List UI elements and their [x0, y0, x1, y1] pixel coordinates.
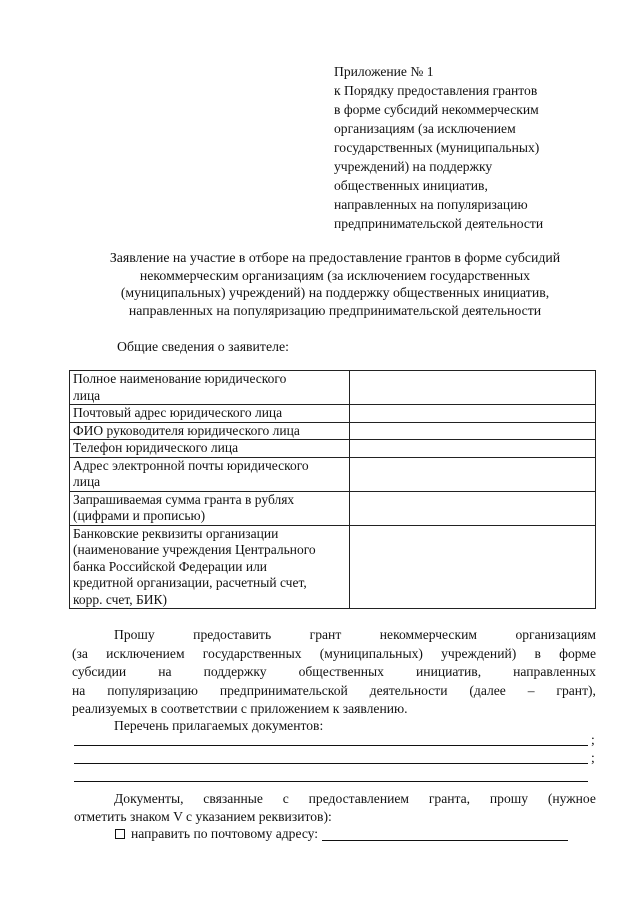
annex-line: учреждений) на поддержку	[334, 159, 493, 174]
input-cell-director-name[interactable]	[349, 422, 595, 440]
paragraph-line: Документы, связанные с предоставлением гранта, прошу (нужное	[114, 791, 596, 806]
annex-line: общественных инициатив,	[334, 178, 488, 193]
paragraph-line: субсидии на поддержку общественных инициатив, направленных	[72, 664, 596, 679]
document-entry-line[interactable]	[74, 745, 588, 746]
paragraph-line: Прошу предоставить грант некоммерческим организациям	[114, 627, 596, 642]
annex-line: Приложение № 1	[334, 64, 434, 79]
list-separator: ;	[591, 750, 595, 765]
table-row	[70, 525, 596, 609]
row-label-full-name: Полное наименование юридического лица	[70, 371, 350, 405]
table-row	[70, 405, 596, 423]
input-cell-email[interactable]	[349, 457, 595, 491]
paragraph-line: (за исключением государственных (муниципальных) учреждений) в форме	[72, 645, 596, 661]
row-label-phone: Телефон юридического лица	[70, 440, 350, 458]
table-row	[70, 457, 596, 491]
table-row	[70, 371, 596, 405]
table-row	[70, 491, 596, 525]
annex-line: организациям (за исключением	[334, 121, 516, 136]
request-paragraph	[72, 626, 596, 719]
postal-address-line[interactable]	[322, 828, 568, 841]
annex-line: направленных на популяризацию	[334, 197, 528, 212]
paragraph-line: отметить знаком V с указанием реквизитов):	[74, 809, 332, 824]
annex-line: предпринимательской деятельности	[334, 216, 544, 231]
send-option	[115, 826, 568, 842]
document-entry-line[interactable]	[74, 781, 588, 782]
document-entry-line[interactable]	[74, 763, 588, 764]
annex-line: к Порядку предоставления грантов	[334, 83, 538, 98]
row-label-email: Адрес электронной почты юридического лица	[70, 457, 350, 491]
row-label-postal-address: Почтовый адрес юридического лица	[70, 405, 350, 423]
documents-paragraph	[74, 790, 596, 826]
application-title	[60, 249, 610, 319]
input-cell-phone[interactable]	[349, 440, 595, 458]
row-label-director-name: ФИО руководителя юридического лица	[70, 422, 350, 440]
general-info-heading: Общие сведения о заявителе:	[117, 339, 289, 354]
send-option-label: направить по почтовому адресу:	[131, 826, 319, 841]
input-cell-postal-address[interactable]	[349, 405, 595, 423]
title-line: (муниципальных) учреждений) на поддержку общественных инициатив,	[120, 285, 550, 300]
table-row	[70, 422, 596, 440]
table-row	[70, 440, 596, 458]
annex-header	[334, 62, 624, 233]
title-line: некоммерческим организациям (за исключением государственных	[139, 267, 531, 283]
applicant-info-table	[69, 370, 596, 609]
documents-list-heading: Перечень прилагаемых документов:	[114, 718, 324, 733]
title-line: Заявление на участие в отборе на предоставление грантов в форме субсидий	[109, 250, 561, 265]
checkbox[interactable]	[115, 829, 125, 839]
input-cell-bank-details[interactable]	[349, 525, 595, 609]
row-label-grant-amount: Запрашиваемая сумма гранта в рублях (цифрами и прописью)	[70, 491, 350, 525]
annex-line: государственных (муниципальных)	[334, 140, 540, 155]
input-cell-grant-amount[interactable]	[349, 491, 595, 525]
paragraph-line: реализуемых в соответствии с приложением к заявлению.	[72, 701, 408, 716]
paragraph-line: на популяризацию предпринимательской деятельности (далее – грант),	[72, 682, 596, 698]
row-label-bank-details: Банковские реквизиты организации (наименование учреждения Центрального банка Российской Федерации или кредитной организации, расчетный счет, корр. счет, БИК)	[70, 525, 350, 609]
annex-line: в форме субсидий некоммерческим	[334, 102, 539, 117]
input-cell-full-name[interactable]	[349, 371, 595, 405]
title-line: направленных на популяризацию предпринимательской деятельности	[128, 302, 542, 318]
list-separator: ;	[591, 732, 595, 747]
